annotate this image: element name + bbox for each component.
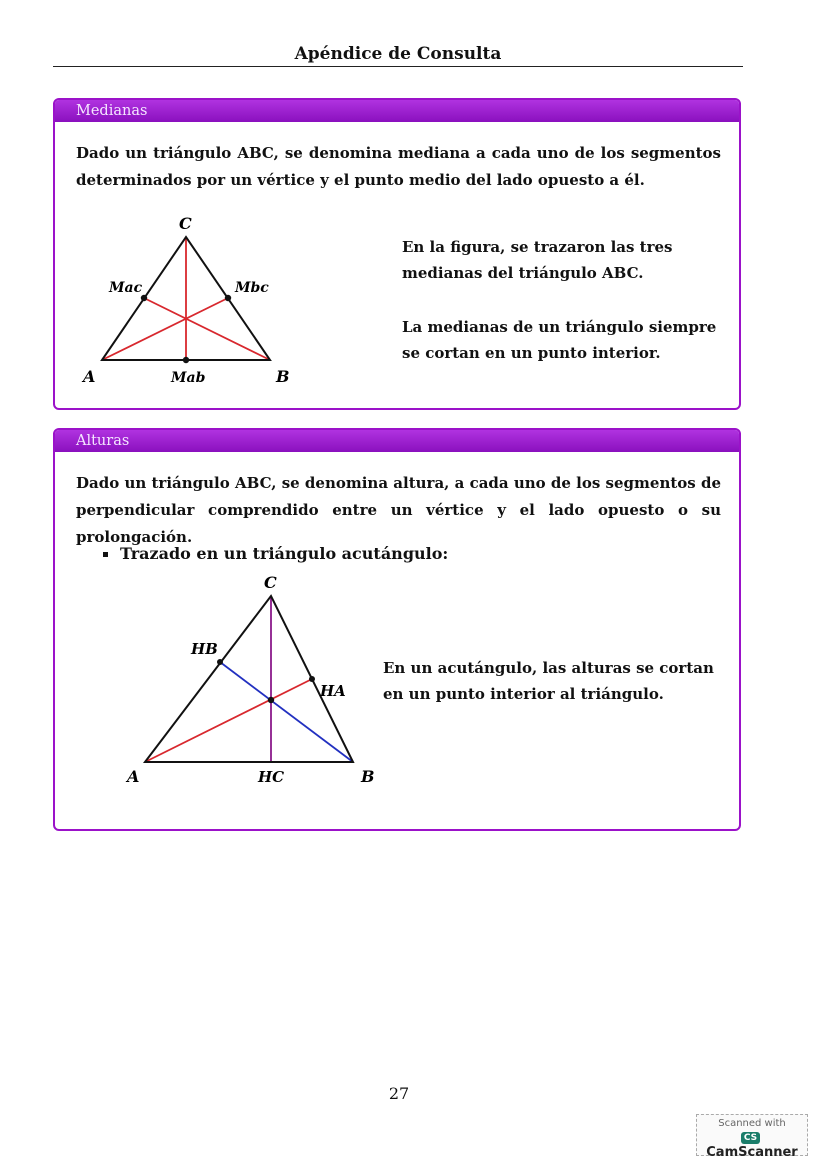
alturas-figure (115, 570, 395, 790)
label-hc: HC (258, 768, 285, 786)
medianas-paragraph-2: La medianas de un triángulo siempre se cortan en un punto interior. (402, 318, 717, 362)
label-hb: HB (191, 640, 218, 658)
alturas-bullet-text: Trazado en un triángulo acutángulo: (120, 544, 449, 563)
label-mac: Mac (109, 280, 143, 296)
header-rule (53, 66, 743, 67)
alturas-paragraph: En un acutángulo, las alturas se cortan en un punto interior al triángulo. (383, 659, 714, 703)
alturas-triangle (145, 596, 353, 762)
alturas-bullet (103, 544, 448, 563)
alturas-box (53, 428, 741, 831)
medianas-box (53, 98, 741, 410)
medianas-definition: Dado un triángulo ABC, se denomina mediana a cada uno de los segmentos determinados por un vértice y el punto medio del lado opuesto a él. (76, 144, 721, 189)
foot-ha (309, 676, 315, 682)
watermark-brand: CamScanner (706, 1145, 798, 1160)
label-c: C (179, 214, 192, 233)
label-mab: Mab (171, 370, 206, 386)
label-a: A (127, 767, 140, 786)
altitude-b-hb (220, 662, 353, 762)
label-mbc: Mbc (235, 280, 269, 296)
median-a-mbc (102, 298, 228, 360)
midpoint-mbc (225, 295, 231, 301)
medianas-title: Medianas (55, 100, 739, 122)
bullet-marker (103, 552, 108, 557)
watermark-line1: Scanned with (718, 1118, 786, 1129)
alturas-definition: Dado un triángulo ABC, se denomina altura, a cada uno de los segmentos de perpendicular comprendido entre un vértice y el lado opuesto o su prolongación. (76, 474, 721, 546)
alturas-title: Alturas (55, 430, 739, 452)
label-b: B (276, 367, 290, 386)
median-b-mac (144, 298, 270, 360)
label-a: A (83, 367, 96, 386)
page-header: Apéndice de Consulta (294, 44, 502, 64)
midpoint-mab (183, 357, 189, 363)
altitude-a-ha (145, 679, 312, 762)
medianas-figure (75, 212, 335, 392)
orthocenter (268, 697, 274, 703)
label-ha: HA (320, 682, 346, 700)
watermark-brand-row (697, 1130, 807, 1160)
camscanner-logo-icon: CS (741, 1132, 760, 1144)
page-number: 27 (388, 1084, 410, 1103)
label-b: B (361, 767, 375, 786)
medianas-paragraph-1: En la figura, se trazaron las tres medianas del triángulo ABC. (402, 238, 673, 282)
camscanner-watermark (696, 1114, 808, 1160)
foot-hb (217, 659, 223, 665)
label-c: C (264, 573, 277, 592)
